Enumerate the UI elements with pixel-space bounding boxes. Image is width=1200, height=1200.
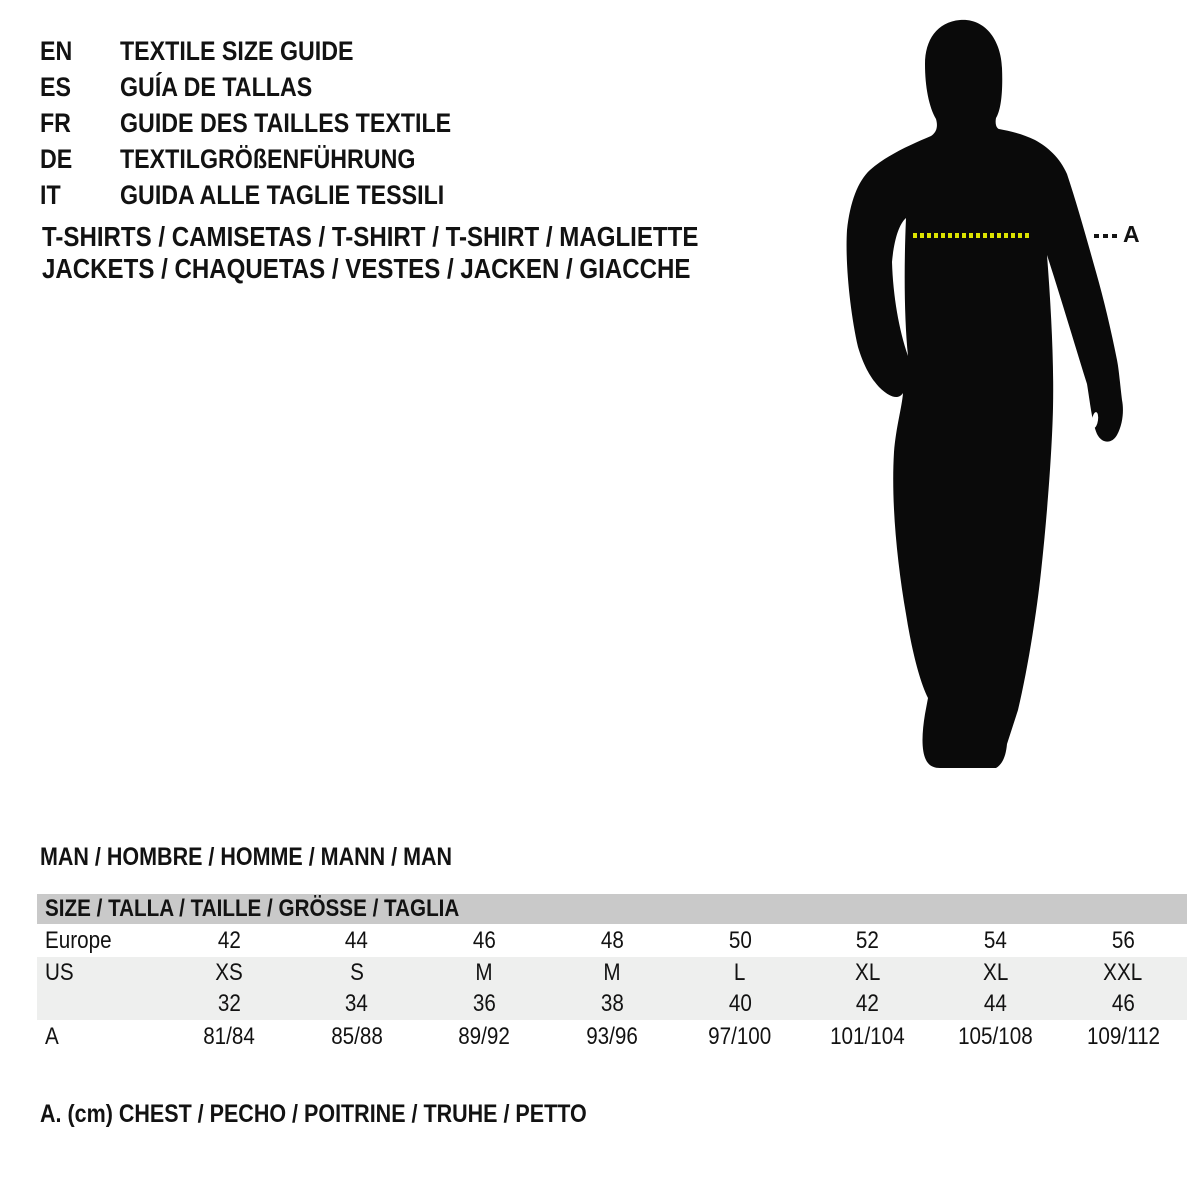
category-line-jackets: JACKETS / CHAQUETAS / VESTES / JACKEN / GIACCHE — [42, 253, 691, 284]
size-cell: XL — [982, 958, 1008, 986]
size-row-europe — [37, 924, 1187, 957]
measurement-footnote: A. (cm) CHEST / PECHO / POITRINE / TRUHE / PETTO — [40, 1100, 587, 1128]
language-row-de — [40, 141, 505, 177]
size-cell: 48 — [600, 926, 624, 954]
size-cell: 109/112 — [1086, 1023, 1160, 1050]
size-cell: XS — [215, 958, 243, 986]
language-row-it — [40, 177, 505, 213]
language-row-es — [40, 69, 505, 105]
category-line-tshirts: T-SHIRTS / CAMISETAS / T-SHIRT / T-SHIRT / MAGLIETTE — [42, 221, 699, 252]
man-silhouette-body — [847, 20, 1123, 768]
measure-a-dash-line — [1094, 234, 1121, 238]
size-cell: 52 — [856, 926, 880, 954]
size-cell: 97/100 — [708, 1023, 772, 1050]
guide-title-es: GUÍA DE TALLAS — [120, 71, 313, 102]
size-cell: 42 — [856, 990, 880, 1017]
size-cell: 101/104 — [830, 1023, 905, 1050]
size-cell: 34 — [345, 990, 369, 1017]
language-code: DE — [40, 143, 73, 174]
size-cell: 36 — [472, 990, 496, 1017]
row-label: A — [45, 1023, 59, 1050]
size-cell: 40 — [728, 990, 752, 1017]
size-cell: 54 — [983, 926, 1007, 954]
row-label: Europe — [45, 926, 112, 954]
measure-a-label: A — [1123, 221, 1140, 247]
language-code: EN — [40, 35, 73, 66]
size-cell: XL — [854, 958, 881, 986]
size-cell: 56 — [1111, 926, 1135, 954]
language-row-fr — [40, 105, 505, 141]
size-cell: 50 — [728, 926, 752, 954]
size-row-chest-a — [37, 1020, 1187, 1054]
size-table — [37, 894, 1187, 1054]
language-code: FR — [40, 107, 71, 138]
size-cell: 38 — [600, 990, 624, 1017]
language-code: IT — [40, 179, 61, 210]
guide-title-de: TEXTILGRÖßENFÜHRUNG — [120, 143, 416, 174]
size-table-header-label: SIZE / TALLA / TAILLE / GRÖSSE / TAGLIA — [45, 895, 460, 922]
size-cell: 32 — [217, 990, 241, 1017]
size-cell: 44 — [345, 926, 369, 954]
size-cell: 81/84 — [203, 1023, 255, 1050]
size-cell: M — [475, 958, 493, 986]
size-cell: 105/108 — [958, 1023, 1033, 1050]
size-cell: 46 — [1111, 990, 1135, 1017]
guide-title-en: TEXTILE SIZE GUIDE — [120, 35, 354, 66]
language-title-block — [40, 33, 505, 213]
size-cell: 42 — [217, 926, 241, 954]
size-cell: 93/96 — [586, 1023, 638, 1050]
row-label: US — [45, 958, 74, 986]
language-row-en — [40, 33, 505, 69]
size-row-numeric — [37, 988, 1187, 1020]
size-cell: M — [603, 958, 621, 986]
size-cell: S — [349, 958, 364, 986]
section-heading-man: MAN / HOMBRE / HOMME / MANN / MAN — [40, 843, 453, 871]
size-table-header — [37, 894, 1187, 924]
size-cell: 85/88 — [330, 1023, 383, 1050]
category-block — [42, 221, 805, 285]
size-cell: XXL — [1103, 958, 1143, 986]
man-silhouette — [840, 12, 1140, 777]
guide-title-it: GUIDA ALLE TAGLIE TESSILI — [120, 179, 445, 210]
chest-measure-dotted-line — [913, 233, 1032, 238]
language-code: ES — [40, 71, 71, 102]
size-cell: 46 — [472, 926, 496, 954]
size-cell: L — [734, 958, 746, 986]
size-cell: 44 — [983, 990, 1007, 1017]
guide-title-fr: GUIDE DES TAILLES TEXTILE — [120, 107, 452, 138]
size-row-us — [37, 957, 1187, 988]
size-cell: 89/92 — [458, 1023, 511, 1050]
striped-band — [37, 957, 1187, 1020]
